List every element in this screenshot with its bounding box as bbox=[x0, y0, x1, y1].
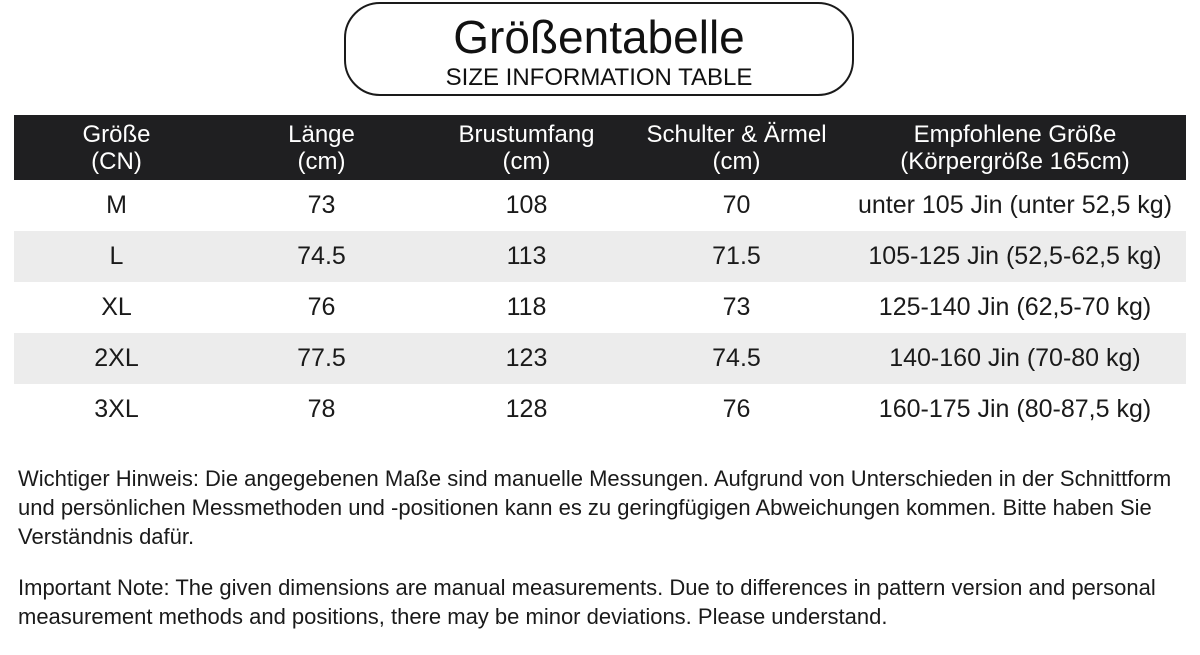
title-box bbox=[344, 2, 854, 96]
cell-chest: 108 bbox=[505, 191, 548, 219]
header-size bbox=[14, 115, 219, 180]
cell-recommended-size: 125-140 Jin (62,5-70 kg) bbox=[878, 293, 1152, 321]
table-row bbox=[14, 384, 1186, 435]
header-chest-unit: (cm) bbox=[502, 147, 551, 175]
header-chest bbox=[424, 115, 629, 180]
cell-length: 73 bbox=[307, 191, 336, 219]
cell-length: 76 bbox=[307, 293, 336, 321]
header-shoulder-sleeve-unit: (cm) bbox=[712, 147, 761, 175]
header-chest-label: Brustumfang bbox=[458, 120, 595, 148]
cell-recommended-size: 140-160 Jin (70-80 kg) bbox=[844, 333, 1186, 384]
note-english: Important Note: The given dimensions are manual measurements. Due to differences in pattern version and personal measurement methods and positions, there may be minor deviations. Please understand. bbox=[18, 575, 1156, 629]
cell-shoulder-sleeve: 71.5 bbox=[629, 231, 844, 282]
cell-recommended-size: 105-125 Jin (52,5-62,5 kg) bbox=[844, 231, 1186, 282]
cell-chest: 118 bbox=[506, 293, 547, 321]
cell-length: 74.5 bbox=[219, 231, 424, 282]
cell-size: XL bbox=[101, 293, 132, 321]
page-title: Größentabelle bbox=[453, 11, 745, 63]
cell-chest: 113 bbox=[424, 231, 629, 282]
header-size-unit: (CN) bbox=[91, 147, 142, 175]
cell-size: 2XL bbox=[14, 333, 219, 384]
header-recommended-size-note: (Körpergröße 165cm) bbox=[900, 147, 1130, 175]
table-row bbox=[14, 282, 1186, 333]
header-recommended-size-label: Empfohlene Größe bbox=[913, 120, 1117, 148]
cell-shoulder-sleeve: 70 bbox=[722, 191, 751, 219]
header-length bbox=[219, 115, 424, 180]
table-header-row bbox=[14, 115, 1186, 180]
header-length-unit: (cm) bbox=[297, 147, 346, 175]
header-shoulder-sleeve bbox=[629, 115, 844, 180]
cell-chest: 128 bbox=[505, 395, 548, 423]
cell-shoulder-sleeve: 73 bbox=[722, 293, 751, 321]
table-row bbox=[14, 333, 1186, 384]
cell-size: M bbox=[106, 191, 127, 219]
cell-shoulder-sleeve: 76 bbox=[722, 395, 751, 423]
cell-recommended-size: unter 105 Jin (unter 52,5 kg) bbox=[857, 191, 1173, 219]
cell-length: 78 bbox=[307, 395, 336, 423]
header-shoulder-sleeve-label: Schulter & Ärmel bbox=[646, 120, 827, 148]
cell-size: L bbox=[14, 231, 219, 282]
header-length-label: Länge bbox=[288, 120, 355, 148]
note-german: Wichtiger Hinweis: Die angegebenen Maße sind manuelle Messungen. Aufgrund von Unterschieden in der Schnittform und persönlichen Messmethoden und -positionen kann es zu geringfügigen Abweichungen kommen. Bitte haben Sie Verständnis dafür. bbox=[18, 466, 1172, 549]
header-size-label: Größe bbox=[82, 120, 151, 148]
size-table bbox=[14, 115, 1186, 435]
table-row bbox=[14, 180, 1186, 231]
cell-size: 3XL bbox=[94, 395, 139, 423]
table-row bbox=[14, 231, 1186, 282]
cell-recommended-size: 160-175 Jin (80-87,5 kg) bbox=[878, 395, 1152, 423]
page-subtitle: SIZE INFORMATION TABLE bbox=[445, 64, 753, 91]
cell-shoulder-sleeve: 74.5 bbox=[629, 333, 844, 384]
cell-length: 77.5 bbox=[219, 333, 424, 384]
header-recommended-size bbox=[844, 115, 1186, 180]
cell-chest: 123 bbox=[424, 333, 629, 384]
